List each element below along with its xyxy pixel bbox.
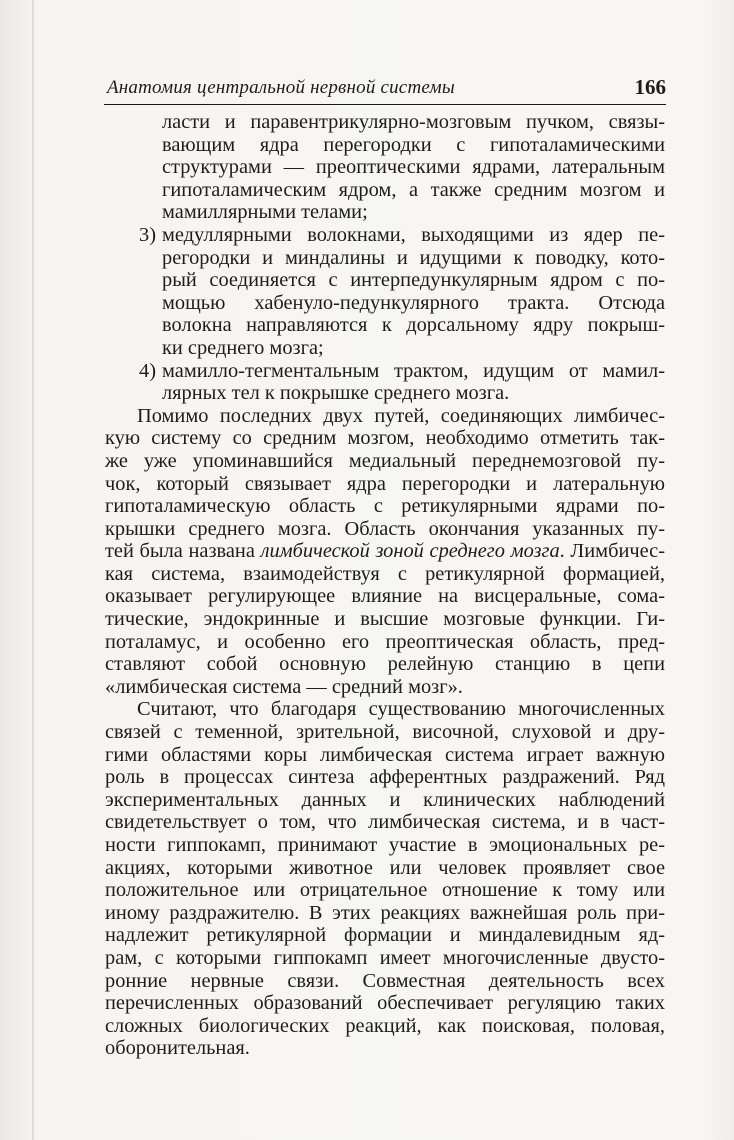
text-line: иному раздражителю. В этих реакциях важнейшая роль при- [105,901,665,924]
text-line: положительное или отрицательное отношение к тому или [105,879,665,902]
text-line: мамиллярными телами; [162,201,368,224]
text-line: лярных тел к покрышке среднего мозга. [162,382,510,405]
text-line: ки среднего мозга; [162,336,324,359]
text-line: мамилло-тегментальным трактом, идущим от мамил- [162,359,665,382]
list-item-4 [105,360,665,405]
text-line: ласти и паравентрикулярно-мозговым пучком, связы- [162,111,665,133]
binding-shadow [32,0,34,1140]
text-line: перечисленных образований обеспечивает регуляцию таких [105,992,665,1015]
emphasized-term: лимбической зоной среднего мозга [260,540,560,563]
list-marker: 3) [139,223,156,246]
text-line: же уже упоминавшийся медиальный переднемозговой пу- [105,449,665,472]
text-line: Считают, что благодаря существованию многочисленных [137,698,665,721]
text-line: крышки среднего мозга. Область окончания указанных пу- [105,517,665,540]
text-line: рам, с которыми гиппокамп имеет многочисленные двусто- [105,946,665,969]
paragraph [105,698,665,1060]
text-line: ности гиппокамп, принимают участие в эмоциональных ре- [105,834,665,856]
list-item-2-continuation [105,111,665,224]
list-item-3 [105,224,665,360]
page-number: 166 [634,75,666,99]
list-marker: 4) [139,359,156,382]
text-line: гими областями коры лимбическая система играет важную [105,743,665,766]
text-line: рый соединяется с интерпедункулярным ядром с по- [162,269,665,292]
text-line: «лимбическая система — средний мозг». [105,675,463,698]
text-line: сложных биологических реакций, как поисковая, половая, [105,1014,665,1037]
text-line: гипоталамическим ядром, а также средним мозгом и [162,178,665,201]
text-line: структурами — преоптическими ядрами, латеральным [162,156,665,179]
text-line: кая система, взаимодействуя с ретикулярной формацией, [105,562,665,585]
text-line: волокна направляются к дорсальному ядру покрыш- [162,314,665,337]
text-line: свидетельствует о том, что лимбическая система, и в част- [105,811,665,834]
text-line: вающим ядра перегородки с гипоталамическими [162,133,665,156]
text-line: акциях, которыми животное или человек проявляет свое [105,856,665,879]
running-head [104,74,666,105]
text-line: регородки и миндалины и идущими к поводку, кото- [162,246,665,269]
text-line: кую систему со средним мозгом, необходимо отметить так- [105,427,665,450]
text-line: оборонительная. [105,1037,250,1060]
text-line: ронние нервные связи. Совместная деятельность всех [105,969,665,992]
text-line: ставляют собой основную релейную станцию в цепи [105,653,665,676]
text-line: тические, эндокринные и высшие мозговые функции. Ги- [105,608,665,631]
body-text [105,111,665,1060]
text-run: . Лимбичес- [559,540,666,563]
text-run: тей была названа [105,540,261,563]
text-line: роль в процессах синтеза афферентных раздражений. Ряд [105,766,665,789]
text-line: медуллярными волокнами, выходящими из ядер пе- [162,223,665,246]
text-line: чок, который связывает ядра перегородки и латеральную [105,472,665,495]
text-line: оказывает регулирующее влияние на висцеральные, сома- [105,585,665,608]
text-line-with-emphasis [105,540,665,563]
text-line: связей с теменной, зрительной, височной, слуховой и дру- [105,721,665,744]
text-line: экспериментальных данных и клинических наблюдений [105,788,665,811]
text-line: поталамус, и особенно его преоптическая область, пред- [105,630,665,653]
text-line: надлежит ретикулярной формации и миндалевидным яд- [105,924,665,947]
paragraph [105,405,665,699]
text-line: гипоталамическую область с ретикулярными ядрами по- [105,495,665,518]
running-title: Анатомия центральной нервной системы [107,77,455,98]
text-line: мощью хабенуло-педункулярного тракта. Отсюда [162,291,665,314]
text-line: Помимо последних двух путей, соединяющих лимбичес- [137,404,665,427]
